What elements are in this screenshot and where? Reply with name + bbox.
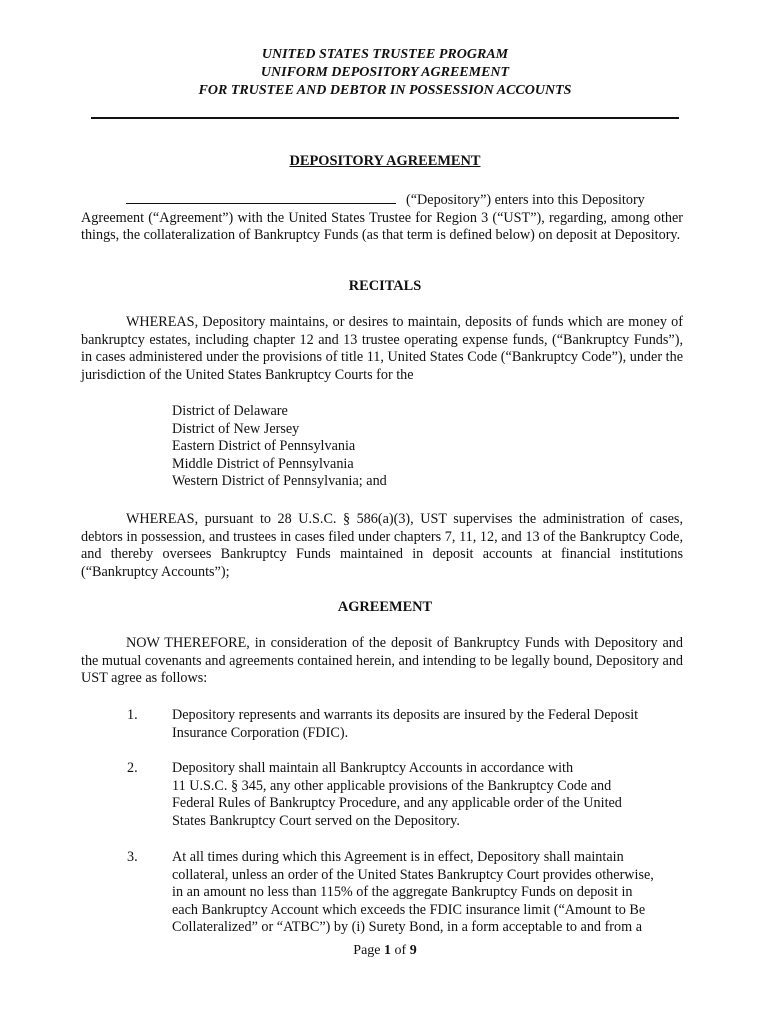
header-line-1: UNITED STATES TRUSTEE PROGRAM <box>261 47 509 62</box>
agreement-heading: AGREEMENT <box>337 599 433 615</box>
item-line: Depository shall maintain all Bankruptcy Accounts in accordance with <box>172 760 574 776</box>
page-footer <box>0 942 770 960</box>
district-item: Eastern District of Pennsylvania <box>172 438 356 455</box>
page-total: 9 <box>409 943 417 958</box>
recitals-heading: RECITALS <box>348 278 422 294</box>
item-line: 11 U.S.C. § 345, any other applicable provisions of the Bankruptcy Code and <box>172 777 612 794</box>
intro-first-line: (“Depository”) enters into this Depository <box>406 192 645 208</box>
district-item: District of New Jersey <box>172 420 300 437</box>
item-number: 1. <box>127 707 138 723</box>
of-word: of <box>394 943 407 958</box>
district-item: Middle District of Pennsylvania <box>172 455 354 472</box>
item-2-text <box>172 760 683 830</box>
item-line: Collateralized” or “ATBC”) by (i) Surety Bond, in a form acceptable to and from a <box>172 919 642 936</box>
item-3-text <box>172 849 683 937</box>
depository-name-blank[interactable] <box>126 189 396 204</box>
agreement-intro-paragraph: NOW THEREFORE, in consideration of the deposit of Bankruptcy Funds with Depository and the mutual covenants and agreements contained herein, and intending to be legally bound, Depository and UST agree as follows: <box>81 635 684 687</box>
item-number: 3. <box>127 849 138 865</box>
recital-paragraph-2: WHEREAS, pursuant to 28 U.S.C. § 586(a)(3), UST supervises the administration of cases, debtors in possession, and trustees in cases filed under chapters 7, 11, 12, and 13 of the Bankruptcy Code, and thereby oversees Bankruptcy Funds maintained in deposit accounts at financial institutions (“Bankruptcy Accounts”); <box>81 511 683 580</box>
document-title: DEPOSITORY AGREEMENT <box>289 153 481 169</box>
recital-paragraph-1: WHEREAS, Depository maintains, or desires to maintain, deposits of funds which are money of bankruptcy estates, including chapter 12 and 13 trustee operating expense funds, (“Bankruptcy Funds”), in cases administered under the provisions of title 11, United States Code (“Bankruptcy Code”), under the jurisdiction of the United States Bankruptcy Courts for the <box>81 314 683 383</box>
page-word: Page <box>353 943 381 958</box>
header-divider <box>91 117 679 119</box>
item-1-text <box>172 707 683 742</box>
item-number: 2. <box>127 760 138 776</box>
header-line-2: UNIFORM DEPOSITORY AGREEMENT <box>260 65 510 80</box>
item-line: Federal Rules of Bankruptcy Procedure, and any applicable order of the United <box>172 795 622 812</box>
district-list <box>172 403 387 491</box>
intro-paragraph <box>81 189 683 245</box>
item-line: in an amount no less than 115% of the aggregate Bankruptcy Funds on deposit in <box>172 884 633 901</box>
item-line: each Bankruptcy Account which exceeds the FDIC insurance limit (“Amount to Be <box>172 901 646 918</box>
item-line: Insurance Corporation (FDIC). <box>172 724 349 741</box>
item-line: collateral, unless an order of the United States Bankruptcy Court provides otherwise, <box>172 866 654 883</box>
header-line-3: FOR TRUSTEE AND DEBTOR IN POSSESSION ACCOUNTS <box>198 83 572 98</box>
district-item: District of Delaware <box>172 403 288 419</box>
intro-rest: Agreement (“Agreement”) with the United States Trustee for Region 3 (“UST”), regarding, among other things, the collateralization of Bankruptcy Funds (as that term is defined below) on deposit at Depository. <box>81 209 683 244</box>
document-header <box>0 46 770 100</box>
item-line: Depository represents and warrants its deposits are insured by the Federal Deposit <box>172 707 639 723</box>
page-number: 1 <box>384 943 392 958</box>
district-item: Western District of Pennsylvania; and <box>172 473 387 490</box>
item-line: At all times during which this Agreement is in effect, Depository shall maintain <box>172 849 624 865</box>
item-line: States Bankruptcy Court served on the Depository. <box>172 812 460 829</box>
